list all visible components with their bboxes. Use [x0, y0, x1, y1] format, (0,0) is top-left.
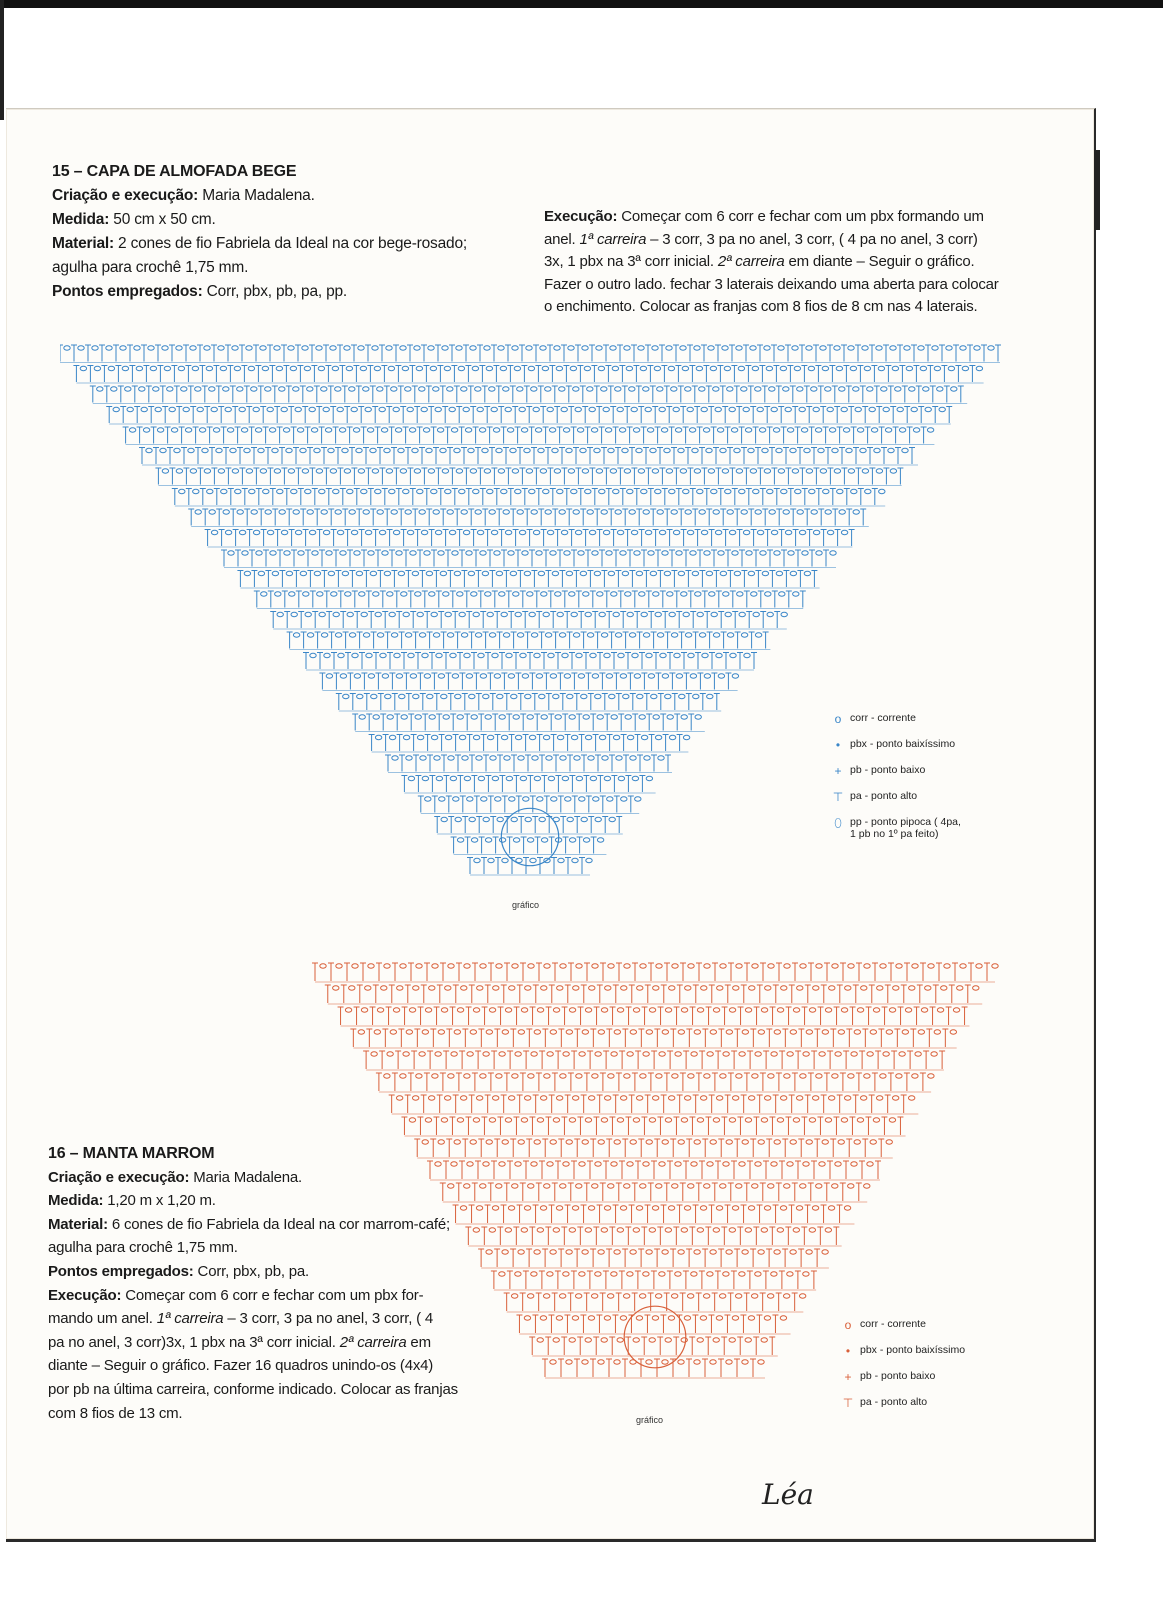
- chart-row: [106, 407, 952, 425]
- legend-label: pa - ponto alto: [850, 790, 918, 802]
- chart-row: [363, 1051, 945, 1070]
- legend-item: [836, 1396, 965, 1422]
- chart-row: [60, 345, 1001, 363]
- legend-label: pa - ponto alto: [860, 1396, 928, 1408]
- exec-line-4: Fazer o outro lado. fechar 3 laterais deixando uma aberta para colocar: [544, 275, 999, 293]
- legend-16: [836, 1318, 965, 1422]
- chart-row: [221, 550, 836, 568]
- size-value: 50 cm x 50 cm.: [109, 211, 216, 228]
- chart-row: [516, 1315, 790, 1334]
- page-edge-shadow: [1094, 150, 1100, 230]
- chart-row: [338, 1007, 970, 1026]
- chart-row: [205, 530, 855, 548]
- left-border: [0, 0, 4, 120]
- chart-row: [478, 1249, 829, 1268]
- stitches-value: Corr, pbx, pb, pa.: [193, 1262, 310, 1280]
- exec-line-3b: 2ª carreira: [717, 253, 785, 270]
- single-crochet-icon: +: [844, 1370, 852, 1384]
- creation-value: Maria Madalena.: [198, 187, 315, 204]
- pattern-15-execution: [544, 206, 1024, 319]
- chart-row: [440, 1183, 870, 1202]
- chart-row: [90, 386, 967, 404]
- pattern-15-title: 15 – CAPA DE ALMOFADA BEGE: [52, 163, 297, 180]
- chart-row: [270, 612, 787, 630]
- creation-value: Maria Madalena.: [189, 1168, 302, 1186]
- legend-item: [826, 712, 961, 738]
- popcorn-stitch-icon: ⬯: [834, 816, 842, 830]
- exec-line-1: Começar com 6 corr e fechar com um pbx for-: [121, 1286, 424, 1304]
- chart-row: [401, 1117, 905, 1136]
- size-value: 1,20 m x 1,20 m.: [103, 1192, 216, 1210]
- exec-line-3a: 3x, 1 pbx na 3ª corr inicial.: [544, 253, 718, 270]
- stitches-value: Corr, pbx, pb, pa, pp.: [202, 283, 348, 300]
- chart-row: [139, 448, 918, 466]
- exec-label: Execução:: [48, 1286, 122, 1304]
- exec-line-2b: 1ª carreira: [156, 1310, 224, 1328]
- chart-row: [529, 1337, 778, 1356]
- handwritten-signature: Léa: [762, 1478, 814, 1511]
- slip-stitch-icon: •: [835, 738, 841, 752]
- exec-line-3a: pa no anel, 3 corr)3x, 1 pbx na 3ª corr inicial.: [48, 1333, 340, 1351]
- stitches-label: Pontos empregados:: [48, 1262, 194, 1280]
- material-value-cont: agulha para crochê 1,75 mm.: [48, 1239, 238, 1257]
- material-label: Material:: [48, 1215, 108, 1233]
- double-crochet-icon: ⊤: [832, 790, 844, 804]
- double-crochet-icon: ⊤: [842, 1396, 854, 1410]
- chart-row: [491, 1271, 817, 1290]
- legend-label: pb - ponto baixo: [850, 764, 926, 776]
- chart-row: [123, 427, 935, 445]
- chart-row: [352, 714, 705, 732]
- exec-line-5: por pb na última carreira, conforme indicado. Colocar as franjas: [48, 1380, 458, 1398]
- legend-item: [836, 1344, 965, 1370]
- exec-line-2b: 1ª carreira: [579, 230, 647, 248]
- chart-row: [401, 776, 655, 794]
- chart-row: [287, 632, 771, 650]
- chart-row: [451, 837, 607, 855]
- chart-row: [319, 673, 738, 691]
- material-value-cont: agulha para crochê 1,75 mm.: [52, 259, 249, 276]
- legend-label: corr - corrente: [860, 1318, 926, 1330]
- exec-line-6: com 8 fios de 13 cm.: [48, 1404, 183, 1422]
- exec-line-3c: em: [406, 1333, 431, 1351]
- chain-icon: o: [834, 712, 842, 726]
- exec-line-2c: – 3 corr, 3 pa no anel, 3 corr, ( 4 pa no anel, 3 corr): [646, 230, 978, 248]
- chart-row: [254, 591, 806, 609]
- chart-row: [542, 1359, 765, 1378]
- pattern-16-info: [48, 1142, 488, 1425]
- legend-label: pbx - ponto baixíssimo: [850, 738, 956, 750]
- chart-16-caption: gráfico: [636, 1415, 664, 1425]
- chart-15-caption: gráfico: [512, 900, 540, 910]
- top-border: [0, 0, 1163, 8]
- exec-line-2a: anel.: [544, 230, 580, 248]
- chart-row: [73, 366, 983, 384]
- legend-item: [826, 816, 961, 842]
- stitches-label: Pontos empregados:: [52, 283, 203, 300]
- chart-row: [504, 1293, 806, 1312]
- pattern-15-info: [52, 160, 522, 304]
- chart-row: [172, 489, 885, 507]
- chart-row: [427, 1161, 881, 1180]
- exec-line-1: Começar com 6 corr e fechar com um pbx formando um: [617, 208, 984, 225]
- chart-row: [237, 571, 819, 589]
- chart-row: [155, 468, 903, 486]
- legend-label: corr - corrente: [850, 712, 916, 724]
- legend-item: [826, 764, 961, 790]
- chart-row: [325, 985, 982, 1004]
- exec-line-5: o enchimento. Colocar as franjas com 8 fios de 8 cm nas 4 laterais.: [544, 298, 978, 315]
- size-label: Medida:: [52, 211, 110, 228]
- chart-row: [303, 653, 757, 671]
- exec-line-3b: 2ª carreira: [339, 1333, 407, 1351]
- legend-label: pbx - ponto baixíssimo: [860, 1344, 966, 1356]
- material-value: 6 cones de fio Fabriela da Ideal na cor marrom-café;: [107, 1215, 450, 1233]
- material-label: Material:: [52, 235, 114, 252]
- creation-label: Criação e execução:: [48, 1168, 190, 1186]
- chart-row: [418, 796, 641, 814]
- exec-line-4: diante – Seguir o gráfico. Fazer 16 quadros unindo-os (4x4): [48, 1357, 434, 1375]
- exec-line-2c: – 3 corr, 3 pa no anel, 3 corr, ( 4: [223, 1310, 434, 1328]
- single-crochet-icon: +: [834, 764, 842, 778]
- legend-item: [836, 1318, 965, 1344]
- chart-row: [453, 1205, 855, 1224]
- chart-row: [312, 963, 998, 982]
- chart-row: [369, 735, 690, 753]
- legend-label: pb - ponto baixo: [860, 1370, 936, 1382]
- legend-15: [826, 712, 961, 842]
- chart-row: [434, 817, 623, 835]
- exec-line-3c: em diante – Seguir o gráfico.: [784, 253, 975, 270]
- size-label: Medida:: [48, 1192, 104, 1210]
- exec-line-2a: mando um anel.: [48, 1310, 157, 1328]
- pattern-16-title: 16 – MANTA MARROM: [48, 1145, 215, 1162]
- chart-row: [465, 1227, 841, 1246]
- chart-row: [350, 1029, 956, 1048]
- legend-item: [826, 738, 961, 764]
- slip-stitch-icon: •: [845, 1344, 851, 1358]
- chart-row: [385, 755, 672, 773]
- legend-item: [836, 1370, 965, 1396]
- exec-label: Execução:: [544, 208, 618, 225]
- chain-icon: o: [844, 1318, 852, 1332]
- material-value: 2 cones de fio Fabriela da Ideal na cor bege-rosado;: [113, 235, 467, 252]
- chart-row: [188, 509, 869, 527]
- creation-label: Criação e execução:: [52, 187, 199, 204]
- chart-row: [336, 694, 721, 712]
- chart-row: [389, 1095, 919, 1114]
- legend-label: pp - ponto pipoca ( 4pa, 1 pb no 1º pa feito): [850, 816, 961, 840]
- chart-row: [376, 1073, 934, 1092]
- legend-item: [826, 790, 961, 816]
